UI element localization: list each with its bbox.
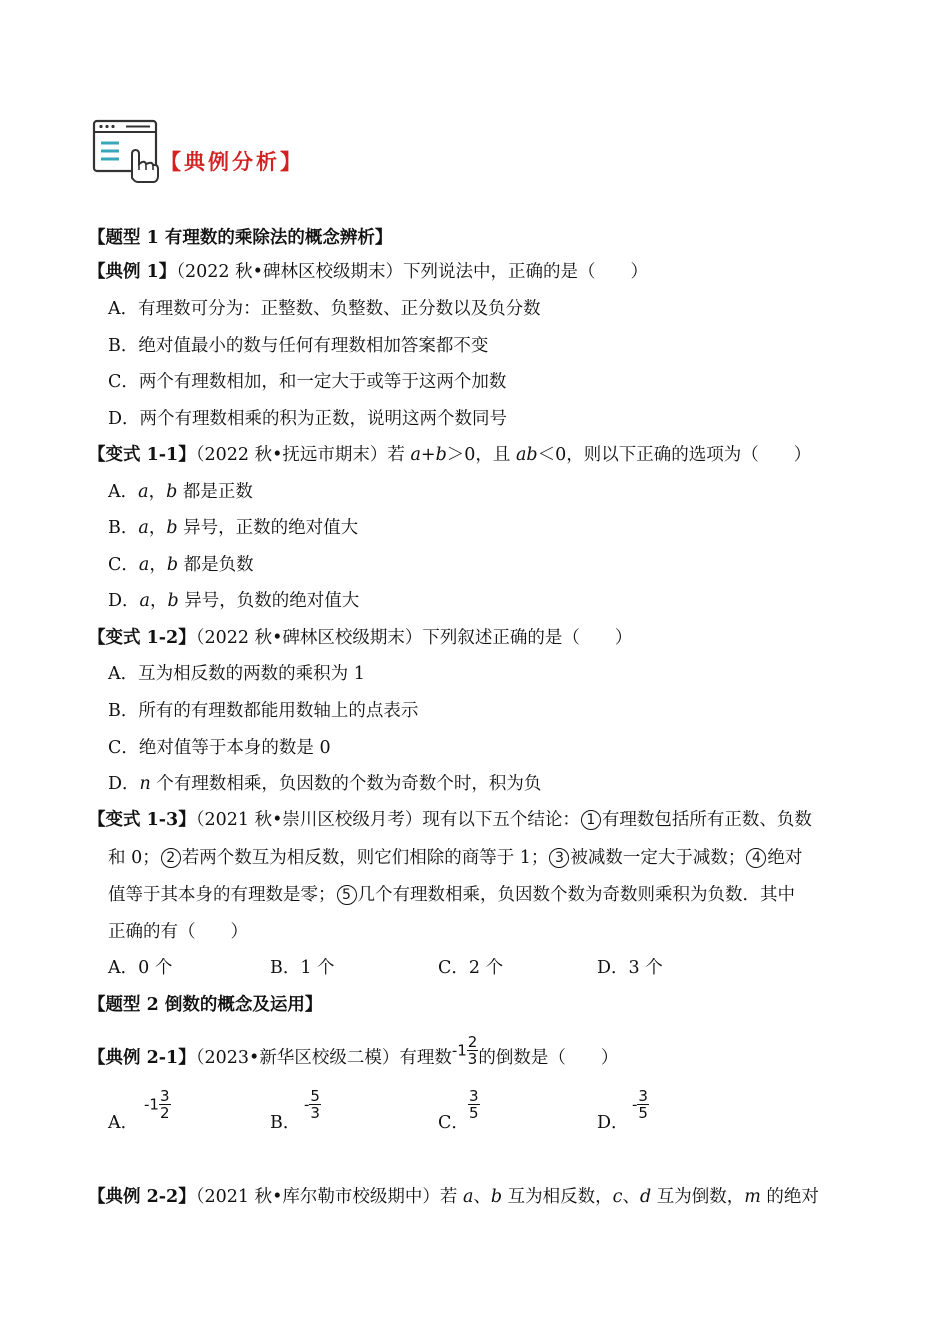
denominator: 5 <box>638 1104 648 1122</box>
numerator: 5 <box>310 1087 320 1105</box>
option-d <box>108 771 541 797</box>
var-b: b <box>166 482 178 502</box>
choice-d-value <box>632 1088 649 1121</box>
stem-text: ＞0，且 <box>446 445 516 465</box>
choice-c-letter: C． <box>438 1113 469 1133</box>
numerator: 3 <box>638 1087 648 1105</box>
option-letter: A． <box>108 482 139 502</box>
var-b: b <box>166 555 179 575</box>
option-letter: C． <box>108 555 139 575</box>
section-2-title: 【题型 2 倒数的概念及运用】 <box>88 995 323 1015</box>
fraction <box>467 1034 479 1067</box>
var-a: a <box>138 518 149 538</box>
question-1-1 <box>88 259 648 285</box>
option-letter: D． <box>108 774 140 794</box>
question-label: 【变式 1-2】 <box>88 628 196 648</box>
hand-pointer-window-icon <box>92 118 162 186</box>
mixed-sign: -1 <box>144 1095 159 1114</box>
minus-sign: - <box>304 1095 310 1114</box>
question-2-2 <box>88 1184 819 1210</box>
question-1-4-line-1 <box>88 807 812 833</box>
choice-d: D．3 个 <box>597 958 663 978</box>
question-1-4-line-4: 正确的有（ ） <box>108 922 248 942</box>
circled-number-3: 3 <box>549 848 569 868</box>
separator: ， <box>148 518 167 538</box>
choice-b-letter: B． <box>270 1113 301 1133</box>
stem-text: 有理数包括所有正数、负数 <box>601 810 812 830</box>
option-b <box>108 515 358 541</box>
choice-a: A．0 个 <box>108 958 173 978</box>
denominator: 3 <box>310 1104 320 1122</box>
numerator: 3 <box>469 1087 479 1105</box>
var-c: c <box>612 1187 623 1207</box>
option-letter: D． <box>108 591 140 611</box>
stem-text: 互为倒数， <box>651 1187 745 1207</box>
question-label: 【典例 2-1】 <box>88 1048 196 1068</box>
minus-sign: - <box>632 1095 638 1114</box>
option-d <box>108 588 359 614</box>
circled-number-1: 1 <box>581 810 601 830</box>
var-a: a <box>139 591 150 611</box>
option-c: C．绝对值等于本身的数是 0 <box>108 738 331 758</box>
stem-text: 几个有理数相乘，负因数个数为奇数则乘积为负数．其中 <box>357 885 795 905</box>
var-a: a <box>410 445 421 465</box>
stem-text: （2021 秋•库尔勒市校级期中）若 <box>195 1187 463 1207</box>
option-b: B．绝对值最小的数与任何有理数相加答案都不变 <box>108 336 489 356</box>
question-label: 【变式 1-3】 <box>88 810 196 830</box>
mixed-number <box>452 1030 479 1071</box>
choice-d-letter: D． <box>597 1113 629 1133</box>
stem-text: （2021 秋•崇川区校级月考）现有以下五个结论： <box>195 810 580 830</box>
question-1-3 <box>88 625 632 651</box>
question-2-1 <box>88 1033 619 1079</box>
question-1-4-line-2 <box>108 845 802 871</box>
option-text: 都是负数 <box>178 555 254 575</box>
section-banner <box>92 118 412 188</box>
stem-text: 和 0； <box>108 848 160 868</box>
question-label: 【典例 1】 <box>88 262 177 282</box>
choice-b: B．1 个 <box>270 958 335 978</box>
stem-text: 的绝对 <box>760 1187 819 1207</box>
separator: 、 <box>473 1187 491 1207</box>
question-stem: （2022 秋•碑林区校级期末）下列说法中，正确的是（ ） <box>176 262 648 282</box>
stem-text: 互为相反数， <box>502 1187 613 1207</box>
stem-text: （2022 秋•抚远市期末）若 <box>195 445 411 465</box>
fraction <box>309 1088 321 1121</box>
choice-c-value <box>468 1088 480 1121</box>
option-letter: B． <box>108 518 139 538</box>
section-1-title: 【题型 1 有理数的乘除法的概念辨析】 <box>88 228 393 248</box>
var-a: a <box>462 1187 474 1207</box>
denominator: 3 <box>467 1050 478 1069</box>
numerator: 2 <box>467 1033 478 1052</box>
banner-title: 【典例分析】 <box>160 150 304 174</box>
option-text: 都是正数 <box>177 482 253 502</box>
var-a: a <box>138 482 149 502</box>
var-d: d <box>639 1187 652 1207</box>
question-1-4-line-3 <box>108 882 795 908</box>
option-text: 异号，正数的绝对值大 <box>177 518 359 538</box>
var-b: b <box>166 518 178 538</box>
choice-a-value <box>144 1088 171 1121</box>
stem-text: （2023•新华区校级二模）有理数 <box>195 1048 452 1068</box>
var-n: n <box>139 774 151 794</box>
var-b: b <box>435 445 447 465</box>
option-c <box>108 552 254 578</box>
fraction <box>468 1088 480 1121</box>
option-a <box>108 479 253 505</box>
option-text: 个有理数相乘，负因数的个数为奇数个时，积为负 <box>150 774 542 794</box>
question-label: 【变式 1-1】 <box>88 445 196 465</box>
mixed-sign: -1 <box>451 1041 467 1060</box>
choice-a-letter: A． <box>108 1113 139 1133</box>
option-a: A．有理数可分为：正整数、负整数、正分数以及负分数 <box>108 299 541 319</box>
stem-text: 被减数一定大于减数； <box>570 848 746 868</box>
separator: ， <box>149 555 167 575</box>
choice-b-value <box>304 1088 321 1121</box>
plus-sign: + <box>420 445 436 465</box>
fraction-choice-row <box>0 1088 950 1136</box>
stem-text: 绝对 <box>767 848 803 868</box>
separator: ， <box>148 482 167 502</box>
circled-number-2: 2 <box>161 848 181 868</box>
var-a: a <box>138 555 150 575</box>
stem-text: 的倒数是（ ） <box>478 1048 619 1068</box>
var-b: b <box>167 591 179 611</box>
fraction <box>159 1088 171 1121</box>
stem-text: 值等于其本身的有理数是零； <box>108 885 336 905</box>
circled-number-5: 5 <box>337 885 357 905</box>
separator: 、 <box>622 1187 640 1207</box>
choice-row <box>0 955 950 981</box>
stem-text: ＜0，则以下正确的选项为（ ） <box>537 445 812 465</box>
option-c: C．两个有理数相加，和一定大于或等于这两个加数 <box>108 372 507 392</box>
choice-c: C．2 个 <box>438 958 504 978</box>
option-d: D．两个有理数相乘的积为正数，说明这两个数同号 <box>108 409 508 429</box>
separator: ， <box>149 591 168 611</box>
stem-text: 若两个数互为相反数，则它们相除的商等于 1； <box>181 848 549 868</box>
var-m: m <box>744 1187 761 1207</box>
var-b: b <box>490 1187 503 1207</box>
denominator: 5 <box>469 1104 479 1122</box>
question-1-2 <box>88 442 811 468</box>
option-text: 异号，负数的绝对值大 <box>178 591 360 611</box>
option-b: B．所有的有理数都能用数轴上的点表示 <box>108 701 419 721</box>
question-stem: （2022 秋•碑林区校级期末）下列叙述正确的是（ ） <box>195 628 633 648</box>
option-a: A．互为相反数的两数的乘积为 1 <box>108 664 365 684</box>
fraction <box>637 1088 649 1121</box>
var-ab: ab <box>515 445 538 465</box>
numerator: 3 <box>159 1087 170 1105</box>
question-label: 【典例 2-2】 <box>88 1187 196 1207</box>
circled-number-4: 4 <box>746 848 766 868</box>
denominator: 2 <box>159 1104 170 1122</box>
